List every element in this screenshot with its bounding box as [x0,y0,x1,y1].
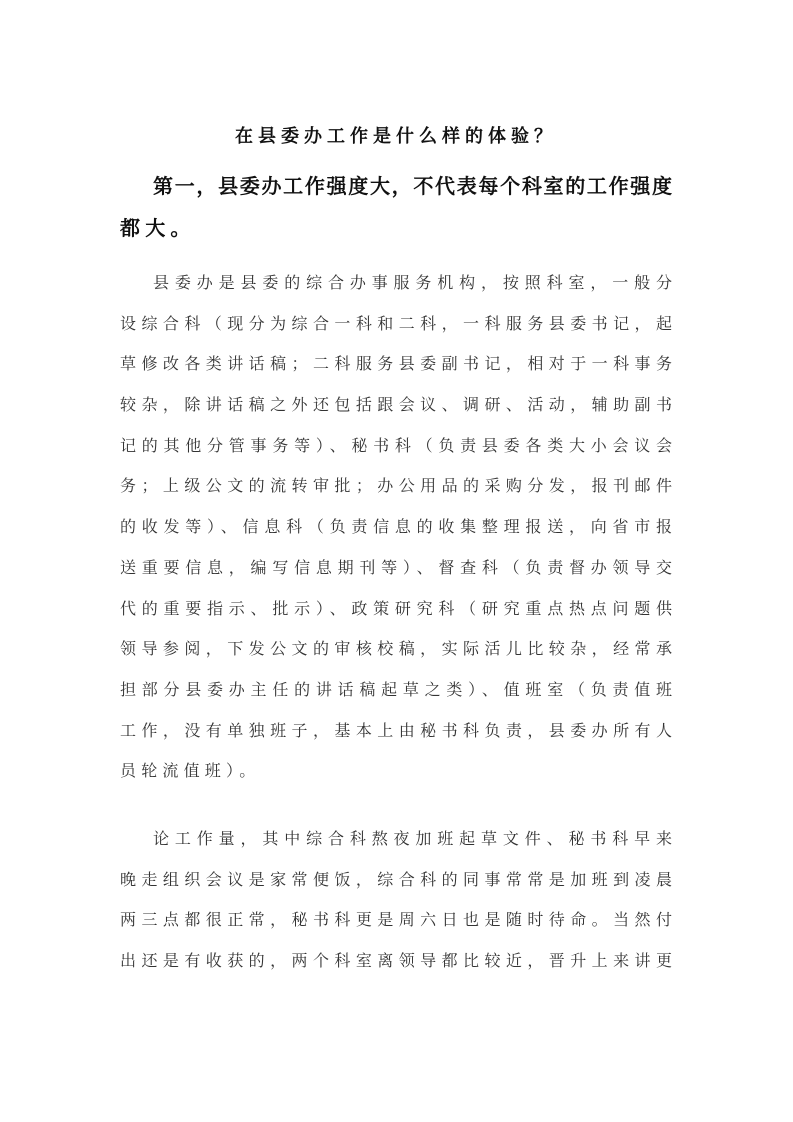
paragraph-line: 出还是有收获的，两个科室离领导都比较近，晋升上来讲更 [120,951,672,971]
paragraph-1 [120,263,672,792]
paragraph-line: 论工作量，其中综合科熬夜加班起草文件、秘书科早来 [153,829,672,848]
paragraph-line: 送重要信息，编写信息期刊等）、督查科（负责督办领导交 [120,557,672,577]
heading-line: 第一，县委办工作强度大，不代表每个科室的工作强度 [153,174,672,198]
paragraph-line: 代的重要指示、批示）、政策研究科（研究重点热点问题供 [120,598,672,618]
paragraph-line: 较杂，除讲话稿之外还包括跟会议、调研、活动，辅助副书 [120,395,672,415]
document-title: 在县委办工作是什么样的体验？ [235,126,557,147]
paragraph-line: 务；上级公文的流转审批；办公用品的采购分发，报刊邮件 [120,476,672,496]
paragraph-line: 员轮流值班）。 [120,761,261,781]
paragraph-line: 草修改各类讲话稿；二科服务县委副书记，相对于一科事务 [120,354,672,374]
heading-line: 都大。 [120,216,196,240]
paragraph-line: 记的其他分管事务等）、秘书科（负责县委各类大小会议会 [120,435,672,455]
paragraph-line: 的收发等）、信息科（负责信息的收集整理报送，向省市报 [120,517,672,537]
paragraph-line: 担部分县委办主任的讲话稿起草之类）、值班室（负责值班 [120,679,672,699]
paragraph-line: 县委办是县委的综合办事服务机构，按照科室，一般分 [153,273,672,292]
section-heading [120,165,672,249]
paragraph-line: 两三点都很正常，秘书科更是周六日也是随时待命。当然付 [120,910,672,930]
paragraph-line: 工作，没有单独班子，基本上由秘书科负责，县委办所有人 [120,720,672,740]
paragraph-line: 领导参阅，下发公文的审核校稿，实际活儿比较杂，经常承 [120,639,672,659]
paragraph-2 [120,819,672,982]
paragraph-line: 设综合科（现分为综合一科和二科，一科服务县委书记，起 [120,313,672,333]
paragraph-line: 晚走组织会议是家常便饭，综合科的同事常常是加班到凌晨 [120,869,672,889]
